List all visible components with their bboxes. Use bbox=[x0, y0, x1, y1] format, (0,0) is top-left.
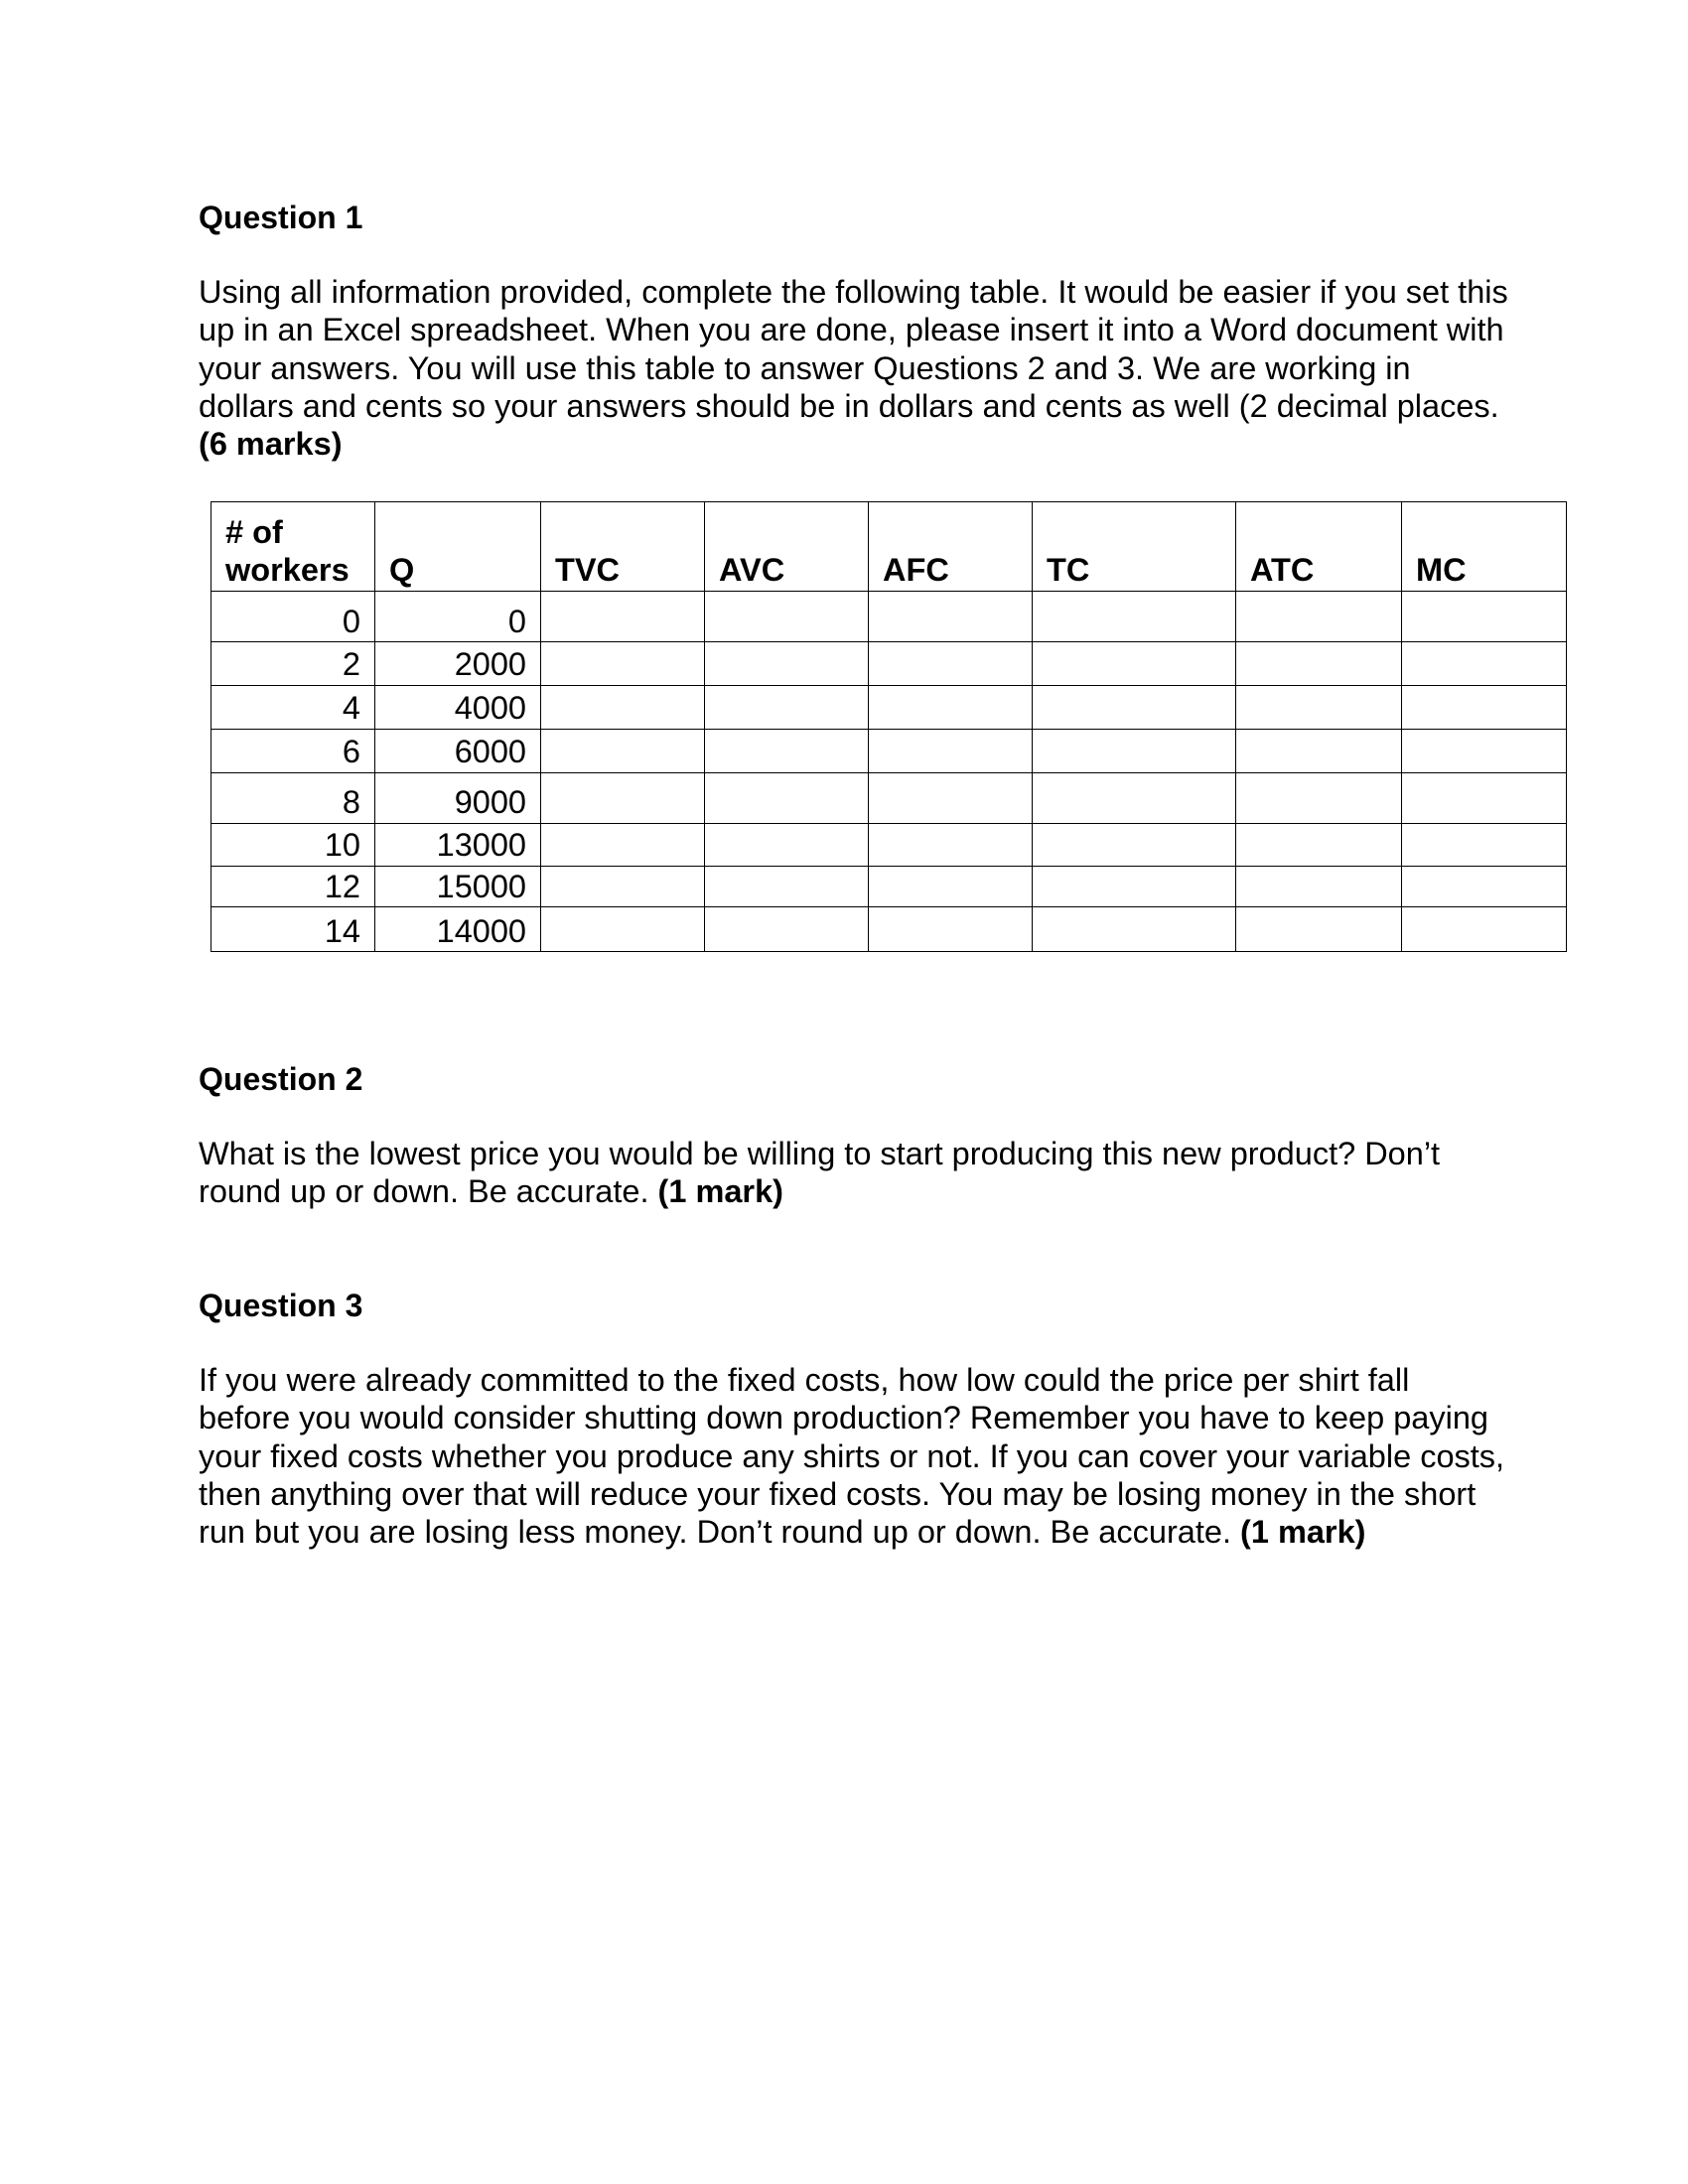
table-row bbox=[211, 867, 1567, 907]
tvc-cell bbox=[541, 773, 705, 824]
atc-cell bbox=[1236, 642, 1402, 686]
question-1-body: Using all information provided, complete the following table. It would be easier if you set this up in an Excel spreadsheet. When you are done, please insert it into a Word document with your answers. You will use this table to answer Questions 2 and 3. We are working in dollars and cents so your answers should be in dollars and cents as well (2 decimal places. bbox=[199, 274, 1508, 424]
atc-cell bbox=[1236, 686, 1402, 730]
question-1-marks: (6 marks) bbox=[199, 426, 343, 463]
workers-cell: 4 bbox=[211, 686, 375, 730]
tvc-cell bbox=[541, 824, 705, 867]
header-avc: AVC bbox=[705, 502, 869, 592]
afc-cell bbox=[869, 642, 1033, 686]
q-cell: 14000 bbox=[375, 907, 541, 952]
question-2-marks: (1 mark) bbox=[657, 1173, 783, 1210]
atc-cell bbox=[1236, 730, 1402, 773]
atc-cell bbox=[1236, 592, 1402, 642]
header-tc: TC bbox=[1033, 502, 1236, 592]
afc-cell bbox=[869, 686, 1033, 730]
question-1-heading: Question 1 bbox=[199, 200, 363, 235]
avc-cell bbox=[705, 867, 869, 907]
atc-cell bbox=[1236, 824, 1402, 867]
tc-cell bbox=[1033, 824, 1236, 867]
header-workers: # of workers bbox=[211, 502, 375, 592]
avc-cell bbox=[705, 592, 869, 642]
mc-cell bbox=[1402, 773, 1567, 824]
table-row bbox=[211, 773, 1567, 824]
workers-cell: 6 bbox=[211, 730, 375, 773]
question-2-text bbox=[199, 1135, 1509, 1211]
question-2-body: What is the lowest price you would be willing to start producing this new product? Don’t round up or down. Be accurate. bbox=[199, 1136, 1441, 1210]
mc-cell bbox=[1402, 907, 1567, 952]
tc-cell bbox=[1033, 907, 1236, 952]
header-q: Q bbox=[375, 502, 541, 592]
afc-cell bbox=[869, 907, 1033, 952]
tvc-cell bbox=[541, 592, 705, 642]
mc-cell bbox=[1402, 592, 1567, 642]
afc-cell bbox=[869, 730, 1033, 773]
tvc-cell bbox=[541, 686, 705, 730]
workers-cell: 10 bbox=[211, 824, 375, 867]
question-1-text bbox=[199, 273, 1509, 463]
avc-cell bbox=[705, 642, 869, 686]
mc-cell bbox=[1402, 686, 1567, 730]
avc-cell bbox=[705, 730, 869, 773]
question-3-body: If you were already committed to the fixed costs, how low could the price per shirt fall before you would consider shutting down production? Remember you have to keep paying your fixed costs whether you produce any shirts or not. If you can cover your variable costs, then anything over that will reduce your fixed costs. You may be losing money in the short run but you are losing less money. Don’t round up or down. Be accurate. bbox=[199, 1362, 1505, 1551]
table-row bbox=[211, 642, 1567, 686]
afc-cell bbox=[869, 592, 1033, 642]
mc-cell bbox=[1402, 730, 1567, 773]
avc-cell bbox=[705, 907, 869, 952]
mc-cell bbox=[1402, 642, 1567, 686]
table-row bbox=[211, 592, 1567, 642]
question-3-marks: (1 mark) bbox=[1240, 1514, 1366, 1551]
tc-cell bbox=[1033, 686, 1236, 730]
afc-cell bbox=[869, 867, 1033, 907]
tvc-cell bbox=[541, 730, 705, 773]
mc-cell bbox=[1402, 867, 1567, 907]
workers-cell: 2 bbox=[211, 642, 375, 686]
afc-cell bbox=[869, 824, 1033, 867]
cost-table bbox=[211, 501, 1567, 952]
header-atc: ATC bbox=[1236, 502, 1402, 592]
tc-cell bbox=[1033, 773, 1236, 824]
afc-cell bbox=[869, 773, 1033, 824]
question-3-heading: Question 3 bbox=[199, 1288, 363, 1323]
avc-cell bbox=[705, 773, 869, 824]
q-cell: 0 bbox=[375, 592, 541, 642]
table-row bbox=[211, 824, 1567, 867]
tc-cell bbox=[1033, 867, 1236, 907]
table-row bbox=[211, 686, 1567, 730]
tvc-cell bbox=[541, 642, 705, 686]
table-row bbox=[211, 730, 1567, 773]
q-cell: 13000 bbox=[375, 824, 541, 867]
q-cell: 4000 bbox=[375, 686, 541, 730]
q-cell: 9000 bbox=[375, 773, 541, 824]
mc-cell bbox=[1402, 824, 1567, 867]
atc-cell bbox=[1236, 773, 1402, 824]
tvc-cell bbox=[541, 907, 705, 952]
tc-cell bbox=[1033, 730, 1236, 773]
header-mc: MC bbox=[1402, 502, 1567, 592]
tc-cell bbox=[1033, 592, 1236, 642]
atc-cell bbox=[1236, 907, 1402, 952]
atc-cell bbox=[1236, 867, 1402, 907]
question-3-text bbox=[199, 1361, 1509, 1551]
q-cell: 2000 bbox=[375, 642, 541, 686]
tvc-cell bbox=[541, 867, 705, 907]
q-cell: 15000 bbox=[375, 867, 541, 907]
q-cell: 6000 bbox=[375, 730, 541, 773]
table-row bbox=[211, 907, 1567, 952]
header-afc: AFC bbox=[869, 502, 1033, 592]
workers-cell: 14 bbox=[211, 907, 375, 952]
header-tvc: TVC bbox=[541, 502, 705, 592]
table-header-row bbox=[211, 502, 1567, 592]
avc-cell bbox=[705, 686, 869, 730]
workers-cell: 0 bbox=[211, 592, 375, 642]
tc-cell bbox=[1033, 642, 1236, 686]
avc-cell bbox=[705, 824, 869, 867]
workers-cell: 12 bbox=[211, 867, 375, 907]
question-2-heading: Question 2 bbox=[199, 1061, 363, 1097]
workers-cell: 8 bbox=[211, 773, 375, 824]
